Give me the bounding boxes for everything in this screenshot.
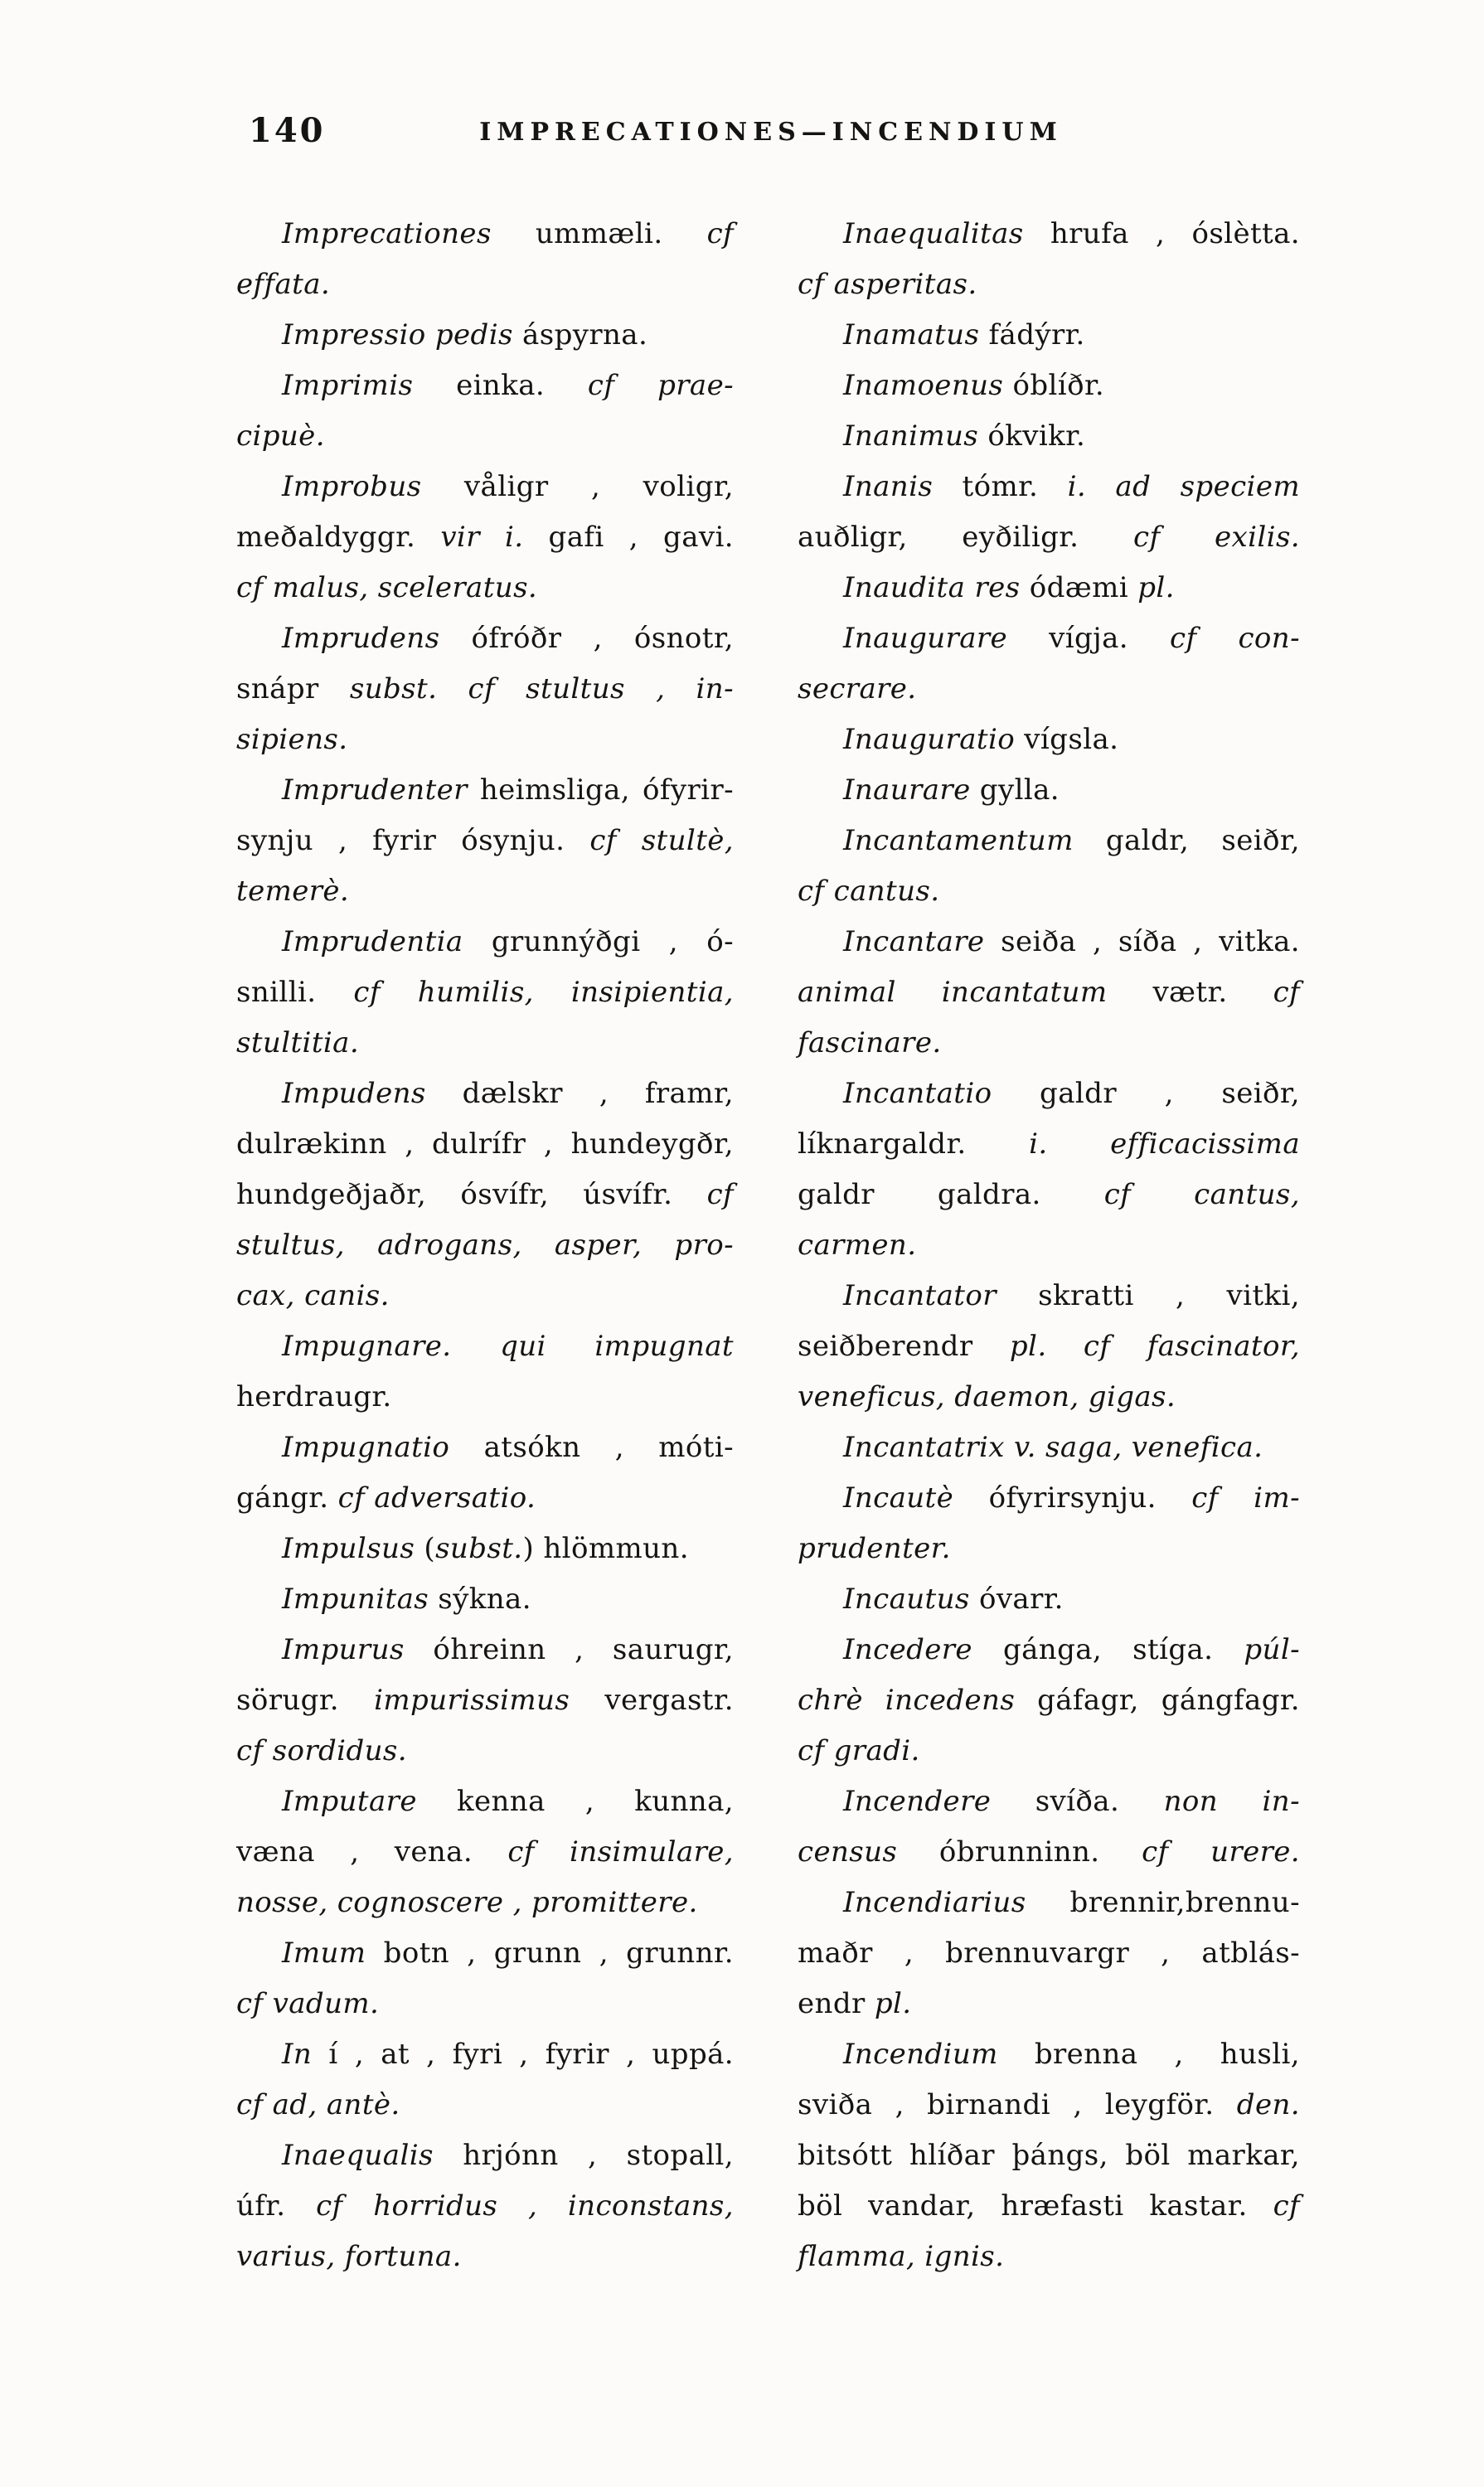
text-line: stultitia. bbox=[236, 1026, 360, 1059]
text-line: carmen. bbox=[798, 1229, 917, 1262]
text-line: Inaugurare vígja. cf con- bbox=[843, 622, 1300, 655]
text-line: In í , at , fyri , fyrir , uppá. bbox=[282, 2038, 734, 2071]
text-line: maðr , brennuvargr , atblás- bbox=[798, 1937, 1300, 1970]
text-line: Inamoenus óblíðr. bbox=[843, 369, 1105, 402]
right-column bbox=[798, 209, 1300, 2282]
text-line: Impugnatio atsókn , móti- bbox=[282, 1431, 734, 1464]
text-line: Inanimus ókvikr. bbox=[843, 419, 1086, 453]
text-line: cf gradi. bbox=[798, 1734, 920, 1767]
text-line: Impulsus (subst.) hlömmun. bbox=[282, 1532, 689, 1565]
text-line: Incendiarius brennir,brennu- bbox=[843, 1886, 1300, 1919]
text-line: Incantatio galdr , seiðr, bbox=[843, 1077, 1300, 1110]
text-line: Incantare seiða , síða , vitka. bbox=[843, 925, 1300, 958]
text-line: Impurus óhreinn , saurugr, bbox=[282, 1633, 734, 1666]
text-line: cf vadum. bbox=[236, 1987, 380, 2020]
text-line: flamma, ignis. bbox=[798, 2240, 1005, 2273]
text-line: Inaequalitas hrufa , óslètta. bbox=[843, 217, 1300, 250]
text-line: snilli. cf humilis, insipientia, bbox=[236, 976, 734, 1009]
text-line: cf asperitas. bbox=[798, 268, 977, 301]
page-number: 140 bbox=[249, 111, 326, 150]
text-line: Incautus óvarr. bbox=[843, 1583, 1064, 1616]
text-line: Improbus våligr , voligr, bbox=[282, 470, 734, 503]
text-line: Incantamentum galdr, seiðr, bbox=[843, 824, 1300, 857]
text-line: Imprudens ófróðr , ósnotr, bbox=[282, 622, 734, 655]
text-line: synju , fyrir ósynju. cf stultè, bbox=[236, 824, 734, 857]
text-line: cf malus, sceleratus. bbox=[236, 571, 538, 604]
text-line: líknargaldr. i. efficacissima bbox=[798, 1127, 1300, 1161]
text-line: böl vandar, hræfasti kastar. cf bbox=[798, 2189, 1300, 2223]
text-line: úfr. cf horridus , inconstans, bbox=[236, 2189, 734, 2223]
text-line: Imprudenter heimsliga, ófyrir- bbox=[282, 773, 734, 807]
text-line: sörugr. impurissimus vergastr. bbox=[236, 1684, 734, 1717]
text-line: Incedere gánga, stíga. púl- bbox=[843, 1633, 1300, 1666]
text-line: census óbrunninn. cf urere. bbox=[798, 1835, 1300, 1869]
text-line: herdraugr. bbox=[236, 1380, 392, 1413]
text-line: endr pl. bbox=[798, 1987, 912, 2020]
text-line: væna , vena. cf insimulare, bbox=[236, 1835, 735, 1869]
text-line: hundgeðjaðr, ósvífr, úsvífr. cf bbox=[236, 1178, 734, 1211]
text-line: Incautè ófyrirsynju. cf im- bbox=[843, 1481, 1300, 1515]
text-line: secrare. bbox=[798, 672, 917, 705]
text-line: snápr subst. cf stultus , in- bbox=[236, 672, 734, 705]
text-line: cax, canis. bbox=[236, 1279, 390, 1312]
text-line: chrè incedens gáfagr, gángfagr. bbox=[798, 1684, 1300, 1717]
text-line: animal incantatum vætr. cf bbox=[798, 976, 1300, 1009]
running-header: IMPRECATIONES—INCENDIUM bbox=[479, 118, 1063, 147]
text-line: auðligr, eyðiligr. cf exilis. bbox=[798, 521, 1301, 554]
text-line: Inamatus fádýrr. bbox=[843, 318, 1085, 351]
text-line: Imprimis einka. cf prae- bbox=[282, 369, 735, 402]
text-line: Incantatrix v. saga, venefica. bbox=[843, 1431, 1263, 1464]
text-line: Incantator skratti , vitki, bbox=[843, 1279, 1300, 1312]
text-line: Imputare kenna , kunna, bbox=[282, 1785, 734, 1818]
text-line: Inanis tómr. i. ad speciem bbox=[843, 470, 1300, 503]
text-line: cf cantus. bbox=[798, 875, 940, 908]
text-line: galdr galdra. cf cantus, bbox=[798, 1178, 1300, 1211]
text-line: Impunitas sýkna. bbox=[282, 1583, 531, 1616]
text-line: bitsótt hlíðar þángs, böl markar, bbox=[798, 2139, 1300, 2172]
text-line: Inauguratio vígsla. bbox=[843, 723, 1119, 756]
text-line: prudenter. bbox=[798, 1532, 951, 1565]
text-line: nosse, cognoscere , promittere. bbox=[236, 1886, 698, 1919]
text-line: meðaldyggr. vir i. gafi , gavi. bbox=[236, 521, 734, 554]
text-line: Inaequalis hrjónn , stopall, bbox=[282, 2139, 734, 2172]
text-line: gángr. cf adversatio. bbox=[236, 1481, 536, 1515]
text-line: cf ad, antè. bbox=[236, 2088, 400, 2121]
text-line: sviða , birnandi , leygför. den. bbox=[798, 2088, 1300, 2121]
text-line: Inaurare gylla. bbox=[843, 773, 1060, 807]
text-line: stultus, adrogans, asper, pro- bbox=[236, 1229, 734, 1262]
text-line: dulrækinn , dulrífr , hundeygðr, bbox=[236, 1127, 734, 1161]
text-line: Imprudentia grunnýðgi , ó- bbox=[282, 925, 734, 958]
text-line: cipuè. bbox=[236, 419, 325, 453]
text-line: varius, fortuna. bbox=[236, 2240, 462, 2273]
text-line: effata. bbox=[236, 268, 331, 301]
left-column bbox=[236, 209, 734, 2282]
text-line: Incendere svíða. non in- bbox=[843, 1785, 1300, 1818]
text-line: Impugnare. qui impugnat bbox=[282, 1330, 734, 1363]
text-line: Imum botn , grunn , grunnr. bbox=[282, 1937, 734, 1970]
text-line: seiðberendr pl. cf fascinator, bbox=[798, 1330, 1300, 1363]
text-line: Imprecationes ummæli. cf bbox=[282, 217, 734, 250]
text-line: Impudens dælskr , framr, bbox=[282, 1077, 734, 1110]
text-line: Impressio pedis áspyrna. bbox=[282, 318, 648, 351]
text-line: temerè. bbox=[236, 875, 350, 908]
text-line: sipiens. bbox=[236, 723, 348, 756]
text-line: fascinare. bbox=[798, 1026, 942, 1059]
text-line: Incendium brenna , husli, bbox=[843, 2038, 1300, 2071]
text-line: veneficus, daemon, gigas. bbox=[798, 1380, 1176, 1413]
text-line: cf sordidus. bbox=[236, 1734, 407, 1767]
text-line: Inaudita res ódæmi pl. bbox=[843, 571, 1175, 604]
